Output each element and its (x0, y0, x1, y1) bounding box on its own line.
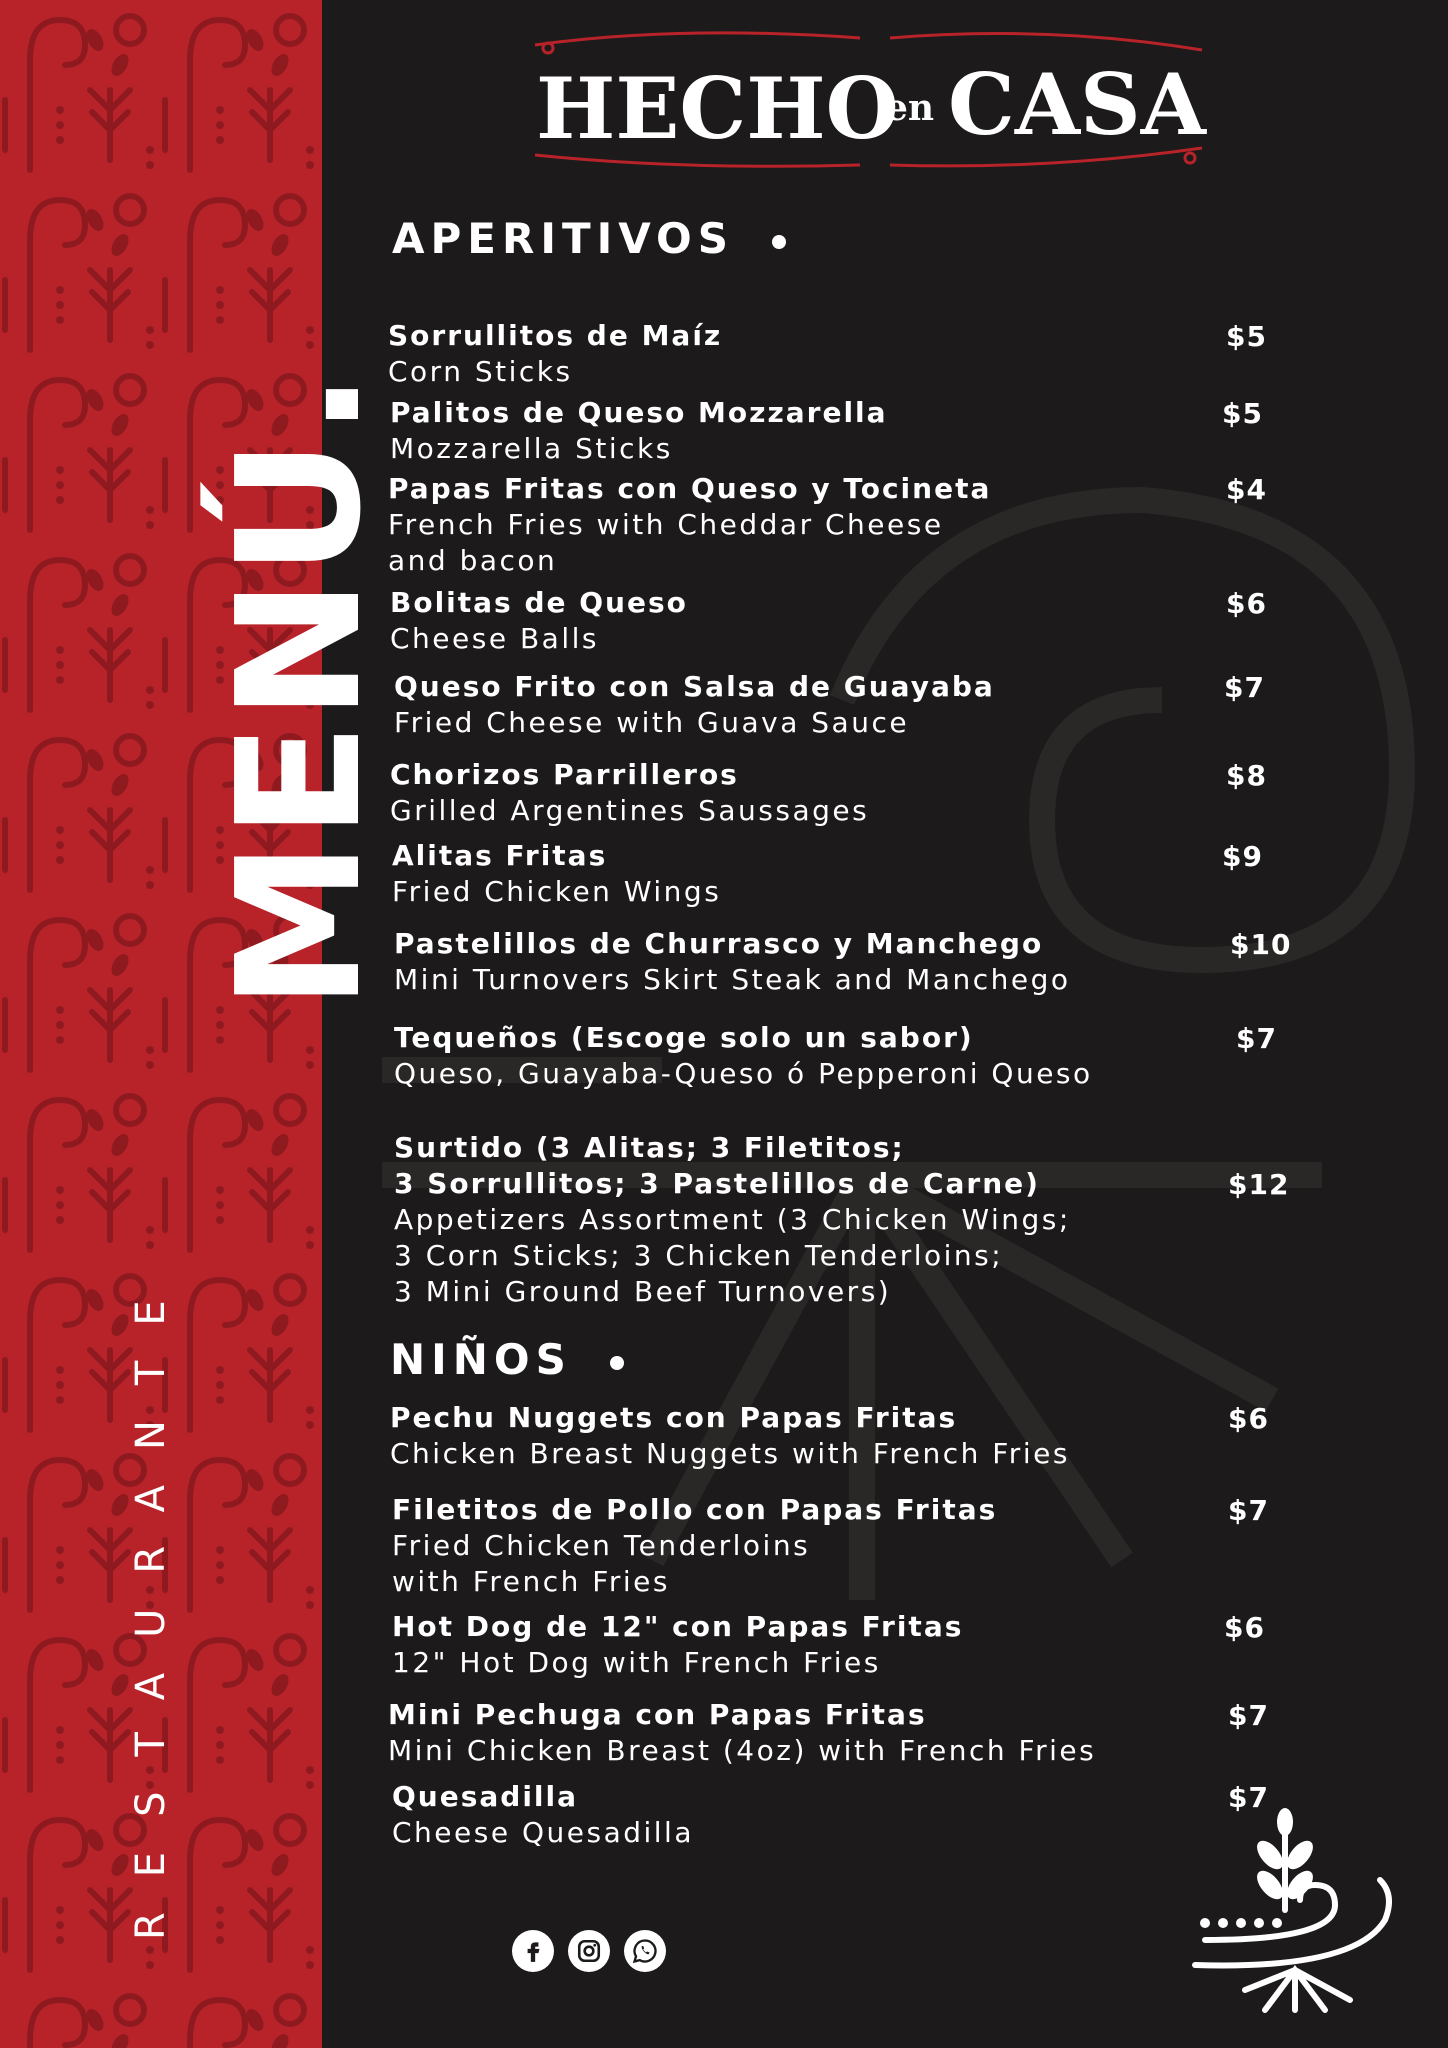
item-price: $12 (1228, 1168, 1290, 1201)
item-name: Palitos de Queso Mozzarella (390, 396, 888, 429)
item-name: Mini Pechuga con Papas Fritas (388, 1698, 927, 1731)
item-name: Sorrullitos de Maíz (388, 319, 723, 352)
menu-item-surtido (394, 1130, 1071, 1310)
item-price: $5 (1222, 397, 1263, 430)
item-description: Fried Chicken Wings (392, 875, 722, 908)
item-price: $5 (1226, 320, 1267, 353)
section-title-text: NIÑOS (390, 1335, 572, 1384)
menu-item-sorrullitos (388, 318, 722, 390)
item-price: $4 (1226, 473, 1267, 506)
facebook-icon[interactable] (512, 1930, 554, 1972)
item-description: Corn Sticks (388, 355, 573, 388)
menu-item-palitos-queso (390, 395, 888, 467)
menu-item-alitas-fritas (392, 838, 721, 910)
social-links (512, 1930, 666, 1972)
restaurante-vertical-label: RESTAURANTE (128, 1265, 174, 1940)
item-description: 12" Hot Dog with French Fries (392, 1646, 881, 1679)
item-name: Bolitas de Queso (390, 586, 688, 619)
item-name: Tequeños (Escoge solo un sabor) (394, 1021, 974, 1054)
item-price: $7 (1228, 1781, 1269, 1814)
item-price: $7 (1228, 1699, 1269, 1732)
menu-item-pastelillos (394, 926, 1070, 998)
item-name: Filetitos de Pollo con Papas Fritas (392, 1493, 998, 1526)
menu-item-chorizos (390, 757, 869, 829)
menu-item-quesadilla (392, 1779, 694, 1851)
item-description: Cheese Balls (390, 622, 599, 655)
menu-item-hot-dog (392, 1609, 963, 1681)
item-description: Cheese Quesadilla (392, 1816, 694, 1849)
item-name: Pastelillos de Churrasco y Manchego (394, 927, 1044, 960)
section-title-ninos (390, 1335, 624, 1384)
item-price: $7 (1236, 1022, 1277, 1055)
menu-item-filetitos (392, 1492, 997, 1600)
item-description: Grilled Argentines Saussages (390, 794, 870, 827)
item-price: $6 (1224, 1611, 1265, 1644)
item-description: Fried Cheese with Guava Sauce (394, 706, 910, 739)
item-price: $7 (1228, 1494, 1269, 1527)
menu-item-queso-frito (394, 669, 995, 741)
item-price: $6 (1226, 587, 1267, 620)
item-description: Mozzarella Sticks (390, 432, 673, 465)
side-band (0, 0, 399, 2048)
menu-item-bolitas-queso (390, 585, 688, 657)
item-price: $10 (1230, 928, 1292, 961)
instagram-icon[interactable] (568, 1930, 610, 1972)
item-description: Queso, Guayaba-Queso ó Pepperoni Queso (394, 1057, 1093, 1090)
logo-hecho-text: HECHO (536, 59, 899, 158)
item-name: Surtido (3 Alitas; 3 Filetitos; 3 Sorrullitos; 3 Pastelillos de Carne) (394, 1131, 1040, 1200)
item-description: Chicken Breast Nuggets with French Fries (390, 1437, 1070, 1470)
logo-casa-text: CASA (948, 55, 1206, 154)
item-name: Chorizos Parrilleros (390, 758, 739, 791)
bullet-dot (610, 1356, 624, 1370)
item-price: $8 (1226, 759, 1267, 792)
item-price: $9 (1222, 840, 1263, 873)
item-description: Mini Chicken Breast (4oz) with French Fries (388, 1734, 1097, 1767)
item-description: Mini Turnovers Skirt Steak and Manchego (394, 963, 1071, 996)
section-title-text: APERITIVOS (392, 214, 734, 263)
item-description: Fried Chicken Tenderloins with French Fries (392, 1529, 811, 1598)
menu-item-papas-queso-tocineta (388, 471, 991, 579)
item-name: Queso Frito con Salsa de Guayaba (394, 670, 995, 703)
item-name: Papas Fritas con Queso y Tocineta (388, 472, 992, 505)
item-description: French Fries with Cheddar Cheese and bacon (388, 508, 944, 577)
item-name: Hot Dog de 12" con Papas Fritas (392, 1610, 964, 1643)
menu-item-tequenos (394, 1020, 1093, 1092)
wheat-emblem-icon (1185, 1800, 1405, 2020)
item-description: Appetizers Assortment (3 Chicken Wings; 3 Corn Sticks; 3 Chicken Tenderloins; 3 Mini Ground Beef Turnovers) (394, 1203, 1071, 1308)
bullet-dot (772, 235, 786, 249)
item-name: Alitas Fritas (392, 839, 608, 872)
menu-item-mini-pechuga (388, 1697, 1096, 1769)
item-price: $7 (1224, 671, 1265, 704)
logo-hecho-en-casa (530, 20, 1210, 180)
menu-item-pechu-nuggets (390, 1400, 1070, 1472)
menu-vertical-title: MENÚ. (201, 369, 399, 1010)
logo-en-text: en (885, 87, 935, 129)
section-title-aperitivos (392, 214, 786, 263)
item-name: Pechu Nuggets con Papas Fritas (390, 1401, 958, 1434)
item-name: Quesadilla (392, 1780, 579, 1813)
whatsapp-icon[interactable] (624, 1930, 666, 1972)
item-price: $6 (1228, 1402, 1269, 1435)
